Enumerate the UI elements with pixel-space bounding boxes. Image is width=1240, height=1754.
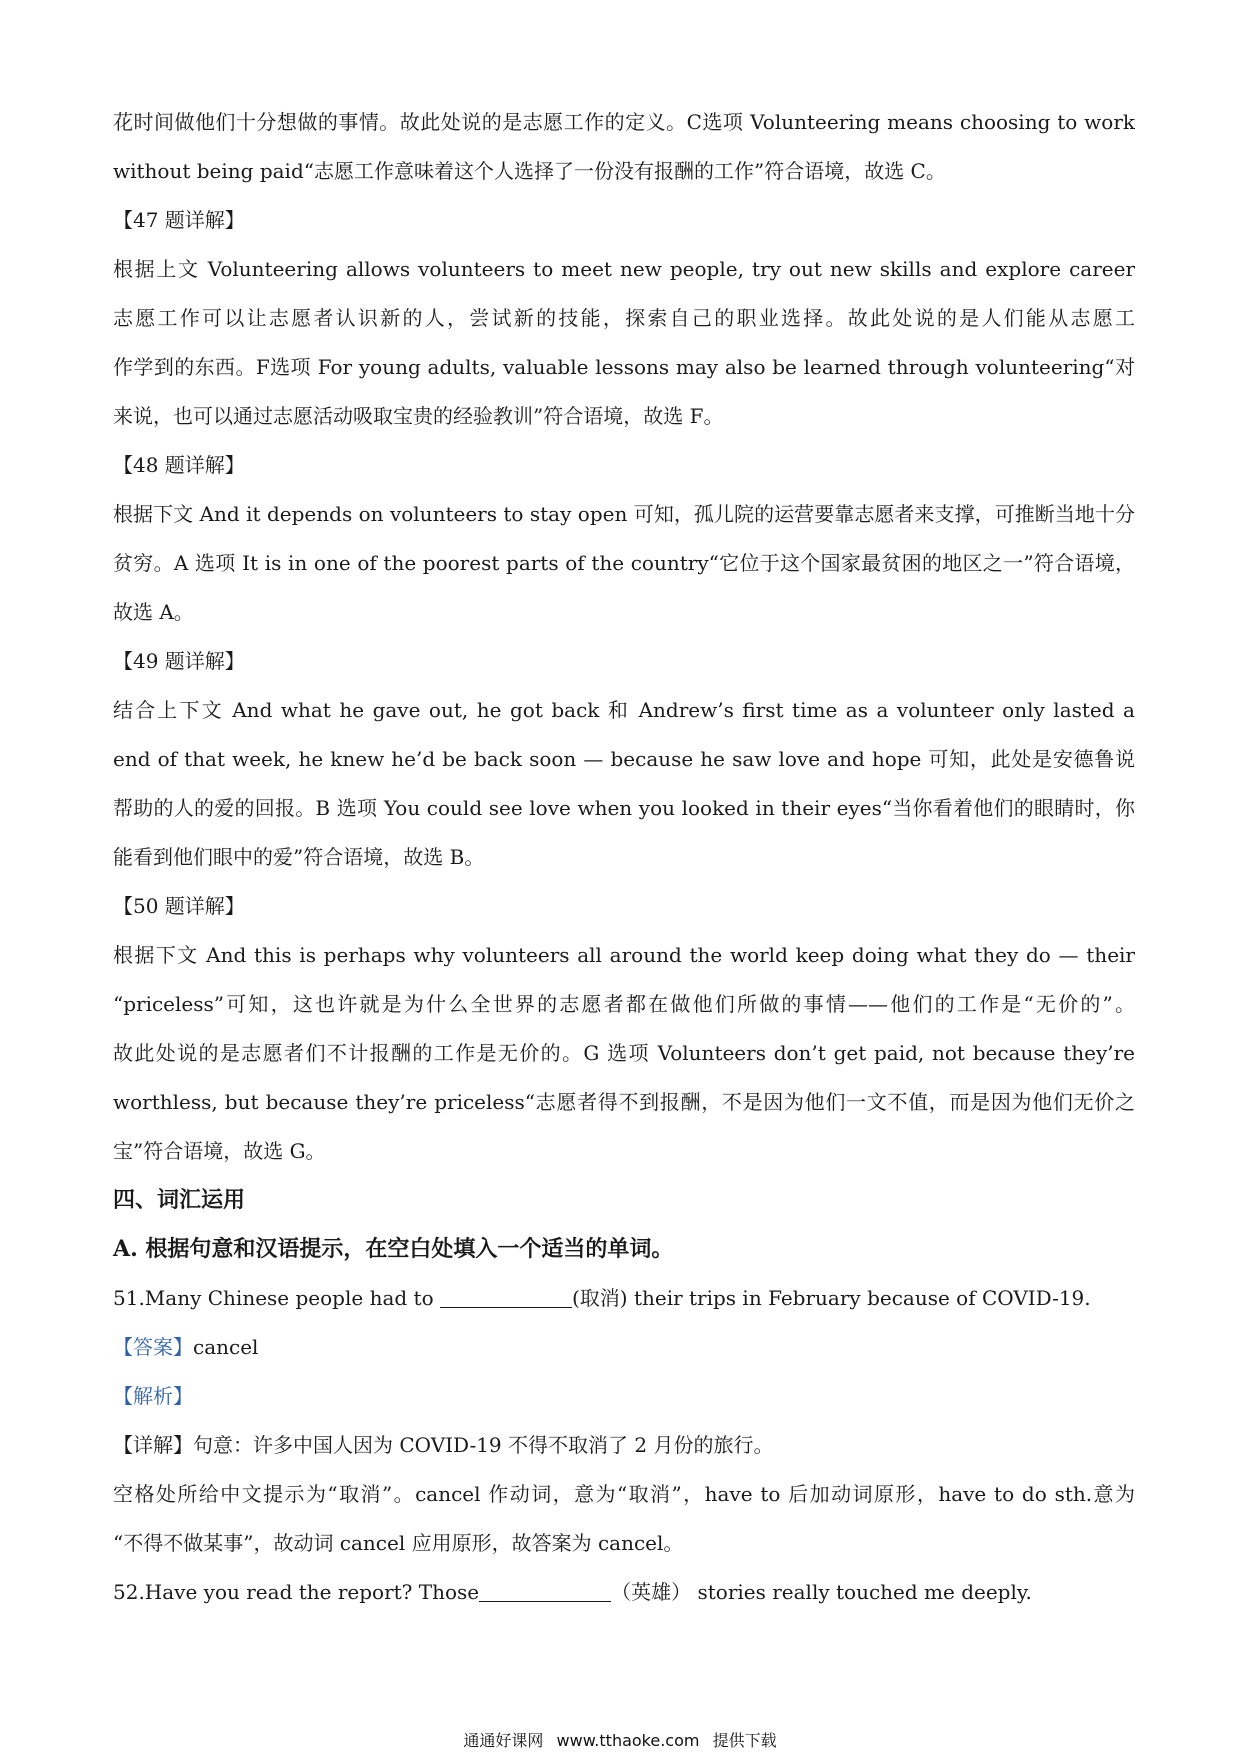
paragraph-line: worthless, but because they’re priceless“志愿者得不到报酬，不是因为他们一文不值，而是因为他们无价之 (113, 1090, 1135, 1114)
q51-prefix: 51.Many Chinese people had to (113, 1286, 440, 1310)
paragraph-line: 根据下文 And this is perhaps why volunteers all around the world keep doing what they do — their (113, 943, 1135, 967)
footer-url[interactable]: www.tthaoke.com (556, 1731, 700, 1750)
paragraph-line: 帮助的人的爱的回报。B 选项 You could see love when you looked in their eyes“当你看着他们的眼睛时，你 (113, 796, 1135, 820)
question-51 (113, 1274, 1135, 1323)
paragraph-line: 志愿工作可以让志愿者认识新的人，尝试新的技能，探索自己的职业选择。故此处说的是人们能从志愿工 (113, 306, 1135, 330)
footer-note: 提供下载 (712, 1731, 777, 1750)
analysis-label: 【解析】 (113, 1384, 193, 1408)
detail-line: 【详解】句意：许多中国人因为 COVID-19 不得不取消了 2 月份的旅行。 (113, 1433, 774, 1457)
detail-line: 空格处所给中文提示为“取消”。cancel 作动词，意为“取消”，have to 后加动词原形，have to do sth.意为 (113, 1482, 1135, 1506)
paragraph-line: 作学到的东西。F选项 For young adults, valuable lessons may also be learned through volunteering“对 (113, 355, 1135, 379)
question-52 (113, 1568, 1135, 1617)
section-title: 四、词汇运用 (113, 1187, 246, 1213)
page-content (113, 98, 1135, 1617)
page-footer (0, 1728, 1240, 1751)
q48-heading: 【48 题详解】 (113, 453, 245, 477)
paragraph-line: 来说，也可以通过志愿活动吸取宝贵的经验教训”符合语境，故选 F。 (113, 404, 724, 428)
detail-line: “不得不做某事”，故动词 cancel 应用原形，故答案为 cancel。 (113, 1531, 684, 1555)
paragraph-line: “priceless”可知，这也许就是为什么全世界的志愿者都在做他们所做的事情——他们的工作是“无价的”。 (113, 992, 1135, 1016)
footer-site-name: 通通好课网 (463, 1731, 544, 1750)
q49-heading: 【49 题详解】 (113, 649, 245, 673)
paragraph-line: 故选 A。 (113, 600, 194, 624)
q52-blank (479, 1581, 611, 1602)
section-subtitle: A. 根据句意和汉语提示，在空白处填入一个适当的单词。 (113, 1236, 674, 1262)
q50-heading: 【50 题详解】 (113, 894, 245, 918)
q52-prefix: 52.Have you read the report? Those (113, 1580, 480, 1604)
paragraph-line: 宝”符合语境，故选 G。 (113, 1139, 326, 1163)
q47-heading: 【47 题详解】 (113, 208, 245, 232)
paragraph-line: 贫穷。A 选项 It is in one of the poorest parts of the country“它位于这个国家最贫困的地区之一”符合语境， (113, 551, 1135, 575)
q51-answer-row (113, 1323, 1135, 1372)
paragraph-line: 结合上下文 And what he gave out, he got back 和 Andrew’s first time as a volunteer only lasted a (113, 698, 1135, 722)
paragraph-line: without being paid“志愿工作意味着这个人选择了一份没有报酬的工作”符合语境，故选 C。 (113, 159, 946, 183)
paragraph-line: 花时间做他们十分想做的事情。故此处说的是志愿工作的定义。C选项 Volunteering means choosing to work (113, 110, 1135, 134)
q51-blank (440, 1287, 572, 1308)
paragraph-line: 根据下文 And it depends on volunteers to stay open 可知，孤儿院的运营要靠志愿者来支撑，可推断当地十分 (113, 502, 1135, 526)
paragraph-line: 能看到他们眼中的爱”符合语境，故选 B。 (113, 845, 485, 869)
q51-suffix: (取消) their trips in February because of COVID-19. (571, 1286, 1091, 1310)
paragraph-line: 故此处说的是志愿者们不计报酬的工作是无价的。G 选项 Volunteers don’t get paid, not because they’re (113, 1041, 1135, 1065)
answer-value: cancel (193, 1335, 259, 1359)
paragraph-line: end of that week, he knew he’d be back soon — because he saw love and hope 可知，此处是安德鲁说 (113, 747, 1135, 771)
answer-label: 【答案】 (113, 1335, 193, 1359)
q52-suffix: （英雄） stories really touched me deeply. (611, 1580, 1032, 1604)
paragraph-line: 根据上文 Volunteering allows volunteers to meet new people, try out new skills and explore career (113, 257, 1135, 281)
